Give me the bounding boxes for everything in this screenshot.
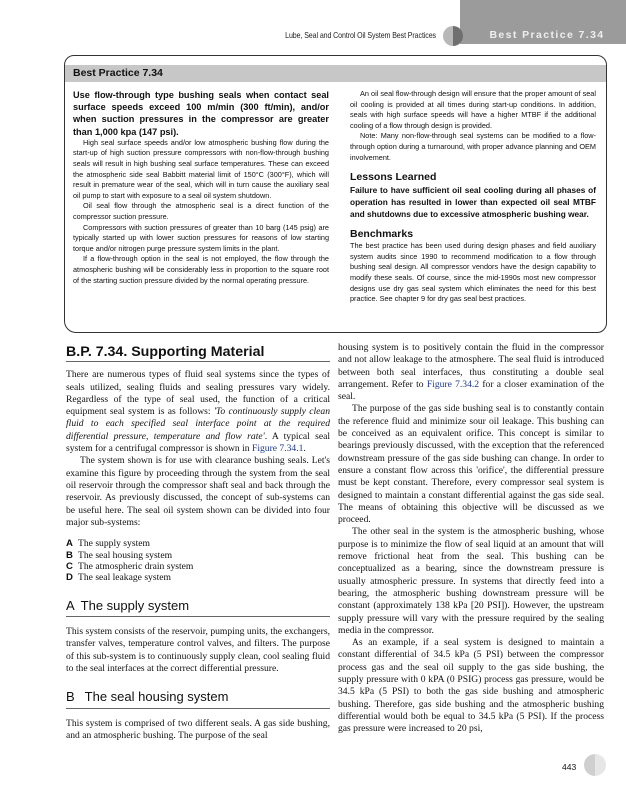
box-right-column — [350, 89, 596, 305]
list-item — [66, 538, 330, 549]
section-tab-label: Best Practice 7.34 — [489, 29, 605, 41]
figure-link-7-34-1[interactable]: Figure 7.34.1 — [251, 443, 304, 455]
section-title: The supply system — [80, 597, 190, 613]
text-run: for a closer examination of the seal. — [338, 378, 604, 403]
body-left-column — [66, 346, 330, 742]
section-heading-supply-system — [66, 597, 330, 617]
list-item — [66, 572, 330, 583]
list-label: The seal leakage system — [78, 572, 171, 584]
section-heading-seal-housing-system — [66, 691, 330, 708]
box-paragraph: If a flow-through option in the seal is not employed, the flow through the atmospheric bushing will be considerably less in proportion to the square root of the starting suction pressure divided by the normal operating pressure. — [73, 254, 329, 285]
list-label: The atmospheric drain system — [78, 560, 194, 572]
benchmarks-heading: Benchmarks — [350, 228, 414, 241]
list-item — [66, 561, 330, 572]
body-paragraph — [66, 369, 330, 455]
body-right-column — [338, 342, 604, 736]
box-paragraph: High seal surface speeds and/or low atmospheric bushing flow during the start-up of high suction pressure compressors with non-flow-through bushing seals will result in high bushing seal surface temperatures. These can exceed the atmospheric side seal Babbitt material limit of 150°C (300°F), which will result in premature wear of the seal, which will in turn cause the auxiliary seal oil pump to start with exposure to a seal oil system shutdown. — [73, 137, 329, 200]
box-paragraph: Oil seal flow through the atmospheric seal is a direct function of the compressor suction pressure. — [73, 201, 329, 221]
page-circle-icon — [584, 754, 606, 776]
list-item — [66, 550, 330, 561]
list-key: B — [66, 549, 73, 561]
figure-link-7-34-2[interactable]: Figure 7.34.2 — [426, 378, 480, 390]
box-paragraph: Compressors with suction pressures of greater than 10 barg (145 psig) are typically started up with lower suction pressures for reasons of low starting torque and/or nitrogen purge pressure system limits in the plant. — [73, 222, 329, 253]
body-paragraph: The purpose of the gas side bushing seal is to constantly contain the reference fluid and minimize sour oil leakage. This bushing can be conceived as an equivalent orifice. This concept is similar to bearings previously discussed, with the exception that the referenced downstream pressure of the gas side bushing can change. In order to ensure a constant flow across this 'orifice', the differential pressure must be kept constant. Therefore, every compressor seal system is designed to maintain a constant differential against the gas side seal. The means of obtaining this objective will be discussed as we proceed. — [338, 403, 604, 526]
list-label: The supply system — [78, 538, 150, 550]
box-paragraph: An oil seal flow-through design will ensure that the proper amount of seal oil cooling is provided at all times during start-up conditions. In addition, seals with high surface speeds will have a higher MTBF if the additional cooling of a flow through design is provided. — [350, 89, 596, 130]
list-key: C — [66, 560, 73, 572]
box-paragraph: Note: Many non-flow-through seal systems can be modified to a flow-through option during a turnaround, with proper advance planning and OEM involvement. — [350, 131, 596, 162]
seal-function-quote: 'To continuously supply clean fluid to each specified seal interface point at the required differential pressure, temperature and flow rate' — [66, 406, 330, 442]
body-paragraph — [338, 342, 604, 403]
body-paragraph: As an example, if a seal system is designed to maintain a constant differential of 34.5 kPa (5 PSI) between the compressor process gas and the seal oil supply to the gas side bushing, the supply pressure with 0 kPA (0 PSIG) process gas pressure, would be 34.5 kPa (5 PSI) to both the gas side bushing and atmospheric bushing. Therefore, gas side bushing and the atmospheric bushing differential would both be equal to 34.5 kPa (5 PSI). If the process gas pressure were increased to 20 psi, — [338, 637, 604, 735]
section-title: The seal housing system — [84, 689, 229, 705]
body-paragraph: This system is comprised of two different seals. A gas side bushing, and an atmospheric bushing. The purpose of the seal — [66, 717, 330, 741]
best-practice-box — [64, 55, 607, 333]
box-left-column — [73, 89, 329, 286]
text-run: . — [303, 443, 306, 455]
body-paragraph: This system consists of the reservoir, pumping units, the exchangers, transfer valves, temperature control valves, and filters. The purpose of this sub-system is to continuously supply clean, cool sealing fluid to the seal interfaces at the correct differential pressure. — [66, 626, 330, 674]
body-paragraph: The other seal in the system is the atmospheric bushing, whose purpose is to minimize the flow of seal liquid at an amount that will remove frictional heat from the seal. This bushing can be conceptualized as a bearing, since the downstream pressure is usually atmospheric pressure. In systems that directly feed into a bearing, the atmospheric bushing downstream pressure will be constant (approximately 138 kPa [20 PSI]). However, the upstream supply pressure will vary with the pressure required by the sealing media in the compressor. — [338, 526, 604, 636]
text-run: . A typical seal system for a centrifugal compressor is shown in — [66, 430, 331, 455]
best-practice-statement: Use flow-through type bushing seals when contact seal surface speeds exceed 100 m/min (300 ft/min), and/or when suction pressures in the compressor are greater than 1,000 kpa (147 psi). — [73, 90, 329, 137]
best-practice-box-title: Best Practice 7.34 — [65, 65, 606, 82]
list-key: A — [66, 538, 73, 550]
header-circle-icon — [443, 26, 463, 46]
text-run: housing system is to positively contain the fluid in the compressor and not allow leakage to the atmosphere. The seal fluid is introduced between both seal interfaces, thus constituting a double seal arrangement. Refer to — [338, 342, 604, 390]
supporting-material-heading: B.P. 7.34. Supporting Material — [66, 346, 330, 362]
subsystem-list — [66, 538, 330, 584]
page-number: 443 — [562, 762, 577, 772]
list-label: The seal housing system — [78, 549, 173, 561]
lessons-learned-heading: Lessons Learned — [350, 171, 437, 184]
benchmarks-text: The best practice has been used during design phases and field auxiliary system audits since 1990 to recommend modification to a flow through bushing seal design. All compressor vendors have the design capability to modify these seals. Of course, since the mid-1990s most new compressor designs use dry gas seal system which eliminates the need for this best practice. See chapter 9 for dry gas seal best practices. — [350, 241, 596, 304]
section-letter: B — [66, 689, 75, 705]
body-paragraph: The system shown is for use with clearance bushing seals. Let's examine this figure by proceeding through the system from the seal oil reservoir through the compressor shaft seal and back through the reservoir. As previously discussed, the concept of sub-systems can be useful here. The seal oil system shown can be divided into four major sub-systems: — [66, 455, 330, 528]
list-key: D — [66, 572, 73, 584]
text-run: There are numerous types of fluid seal systems since the types of seals utilized, sealing fluids and sealing pressures vary widely. Regardless of the type of seal used, the function of a critical equipment seal system is as follows: — [66, 369, 330, 418]
section-letter: A — [66, 597, 75, 613]
lessons-learned-text: Failure to have sufficient oil seal cooling during all phases of operation has resulted in lower than expected oil seal MTBF and shutdowns due to excessive atmospheric bushing wear. — [350, 185, 596, 220]
running-header-title: Lube, Seal and Control Oil System Best Practices — [285, 31, 436, 40]
